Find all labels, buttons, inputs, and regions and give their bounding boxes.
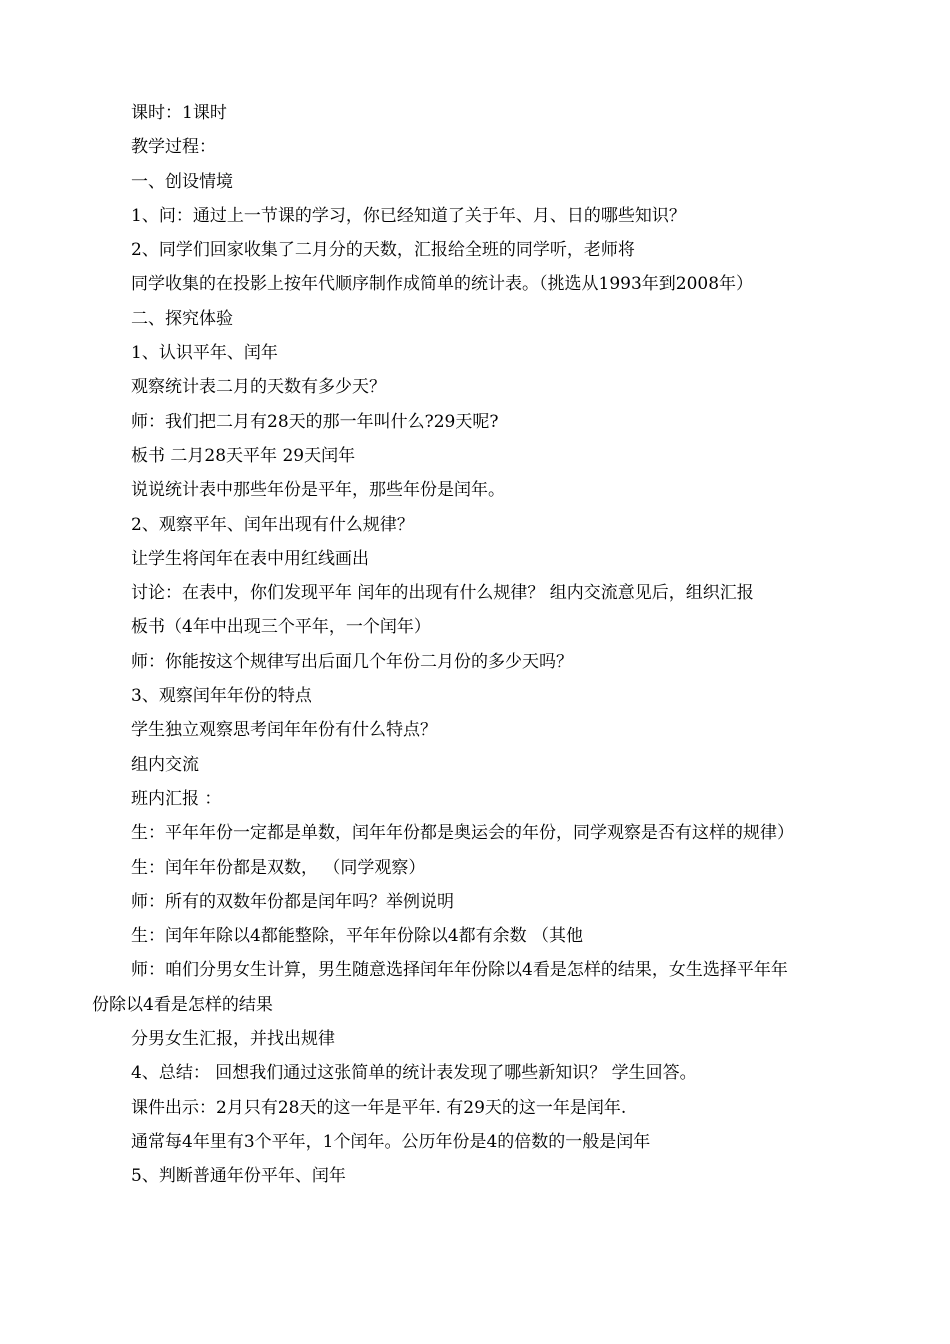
paragraph-continuation: 份除以4看是怎样的结果 xyxy=(92,994,273,1015)
section-heading-2: 二、探究体验 xyxy=(131,308,233,329)
paragraph: 2、同学们回家收集了二月分的天数，汇报给全班的同学听，老师将 xyxy=(131,240,635,261)
paragraph: 组内交流 xyxy=(131,754,199,775)
paragraph: 班内汇报 ： xyxy=(131,788,222,809)
subsection-heading: 2、观察平年、闰年出现有什么规律？ xyxy=(131,514,414,535)
paragraph: 师：你能按这个规律写出后面几个年份二月份的多少天吗？ xyxy=(131,651,573,672)
paragraph: 板书 二月28天平年 29天闰年 xyxy=(131,445,356,466)
paragraph: 生：闰年年份都是双数， （同学观察） xyxy=(131,857,426,878)
paragraph: 课件出示：2月只有28天的这一年是平年. 有29天的这一年是闰年. xyxy=(131,1097,627,1118)
section-heading-1: 一、创设情境 xyxy=(131,171,233,192)
paragraph: 师：咱们分男女生计算，男生随意选择闰年年份除以4看是怎样的结果，女生选择平年年 xyxy=(131,960,788,981)
paragraph: 讨论：在表中，你们发现平年 闰年的出现有什么规律？ 组内交流意见后，组织汇报 xyxy=(131,583,754,604)
lesson-duration: 课时：1课时 xyxy=(131,103,227,123)
paragraph: 通常每4年里有3个平年，1个闰年。公历年份是4的倍数的一般是闰年 xyxy=(131,1131,651,1152)
paragraph: 学生独立观察思考闰年年份有什么特点？ xyxy=(131,720,437,741)
paragraph: 同学收集的在投影上按年代顺序制作成简单的统计表。（挑选从1993年到2008年） xyxy=(131,274,754,295)
paragraph: 分男女生汇报，并找出规律 xyxy=(131,1029,335,1050)
paragraph: 生：闰年年除以4都能整除，平年年份除以4都有余数 （其他 xyxy=(131,926,584,947)
subsection-heading: 4、总结： 回想我们通过这张简单的统计表发现了哪些新知识？ 学生回答。 xyxy=(131,1063,697,1084)
paragraph: 生：平年年份一定都是单数，闰年年份都是奥运会的年份，同学观察是否有这样的规律） xyxy=(131,823,794,844)
paragraph: 让学生将闰年在表中用红线画出 xyxy=(131,548,369,569)
paragraph: 说说统计表中那些年份是平年，那些年份是闰年。 xyxy=(131,480,505,501)
paragraph: 师：所有的双数年份都是闰年吗？举例说明 xyxy=(131,891,454,912)
teaching-process-heading: 教学过程： xyxy=(131,137,216,158)
subsection-heading: 1、认识平年、闰年 xyxy=(131,343,278,364)
paragraph: 观察统计表二月的天数有多少天？ xyxy=(131,377,386,398)
subsection-heading: 5、判断普通年份平年、闰年 xyxy=(131,1166,346,1187)
paragraph: 1、问：通过上一节课的学习，你已经知道了关于年、月、日的哪些知识？ xyxy=(131,205,686,226)
paragraph: 师：我们把二月有28天的那一年叫什么?29天呢? xyxy=(131,411,499,432)
document-body xyxy=(92,96,882,1194)
subsection-heading: 3、观察闰年年份的特点 xyxy=(131,686,312,707)
paragraph: 板书（4年中出现三个平年，一个闰年） xyxy=(131,617,431,638)
